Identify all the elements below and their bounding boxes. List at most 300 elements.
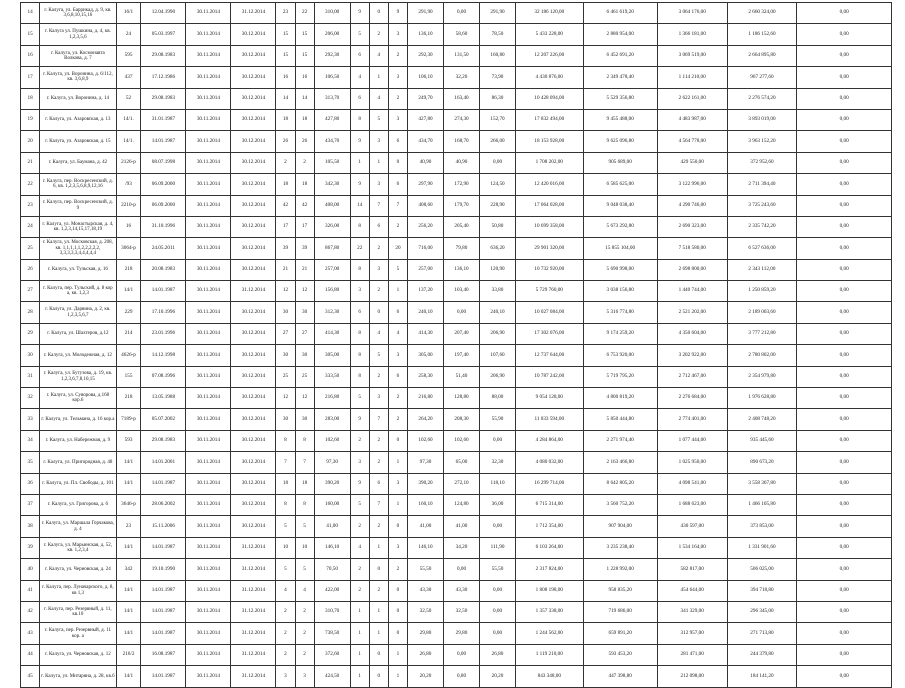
table-cell: 0,00 [480,601,516,622]
table-cell: 0,00 [797,580,892,601]
table-row [21,259,892,280]
table-cell: 160,00 [314,494,350,515]
table-cell: 14.01.1987 [141,601,186,622]
table-cell: 3 [388,537,407,558]
table-cell: 14 [276,88,295,109]
table-cell: 3 893 019,00 [727,109,797,130]
table-cell: 283,00 [314,409,350,430]
table-cell: 30.11.2014 [186,345,231,366]
table-cell: 0,00 [797,195,892,216]
table-cell: 2 349 478,40 [583,67,657,88]
table-row [21,409,892,430]
row-number-cell: 36 [21,473,40,494]
table-cell: 424,50 [314,666,350,687]
table-cell: 372 952,60 [727,152,797,173]
table-cell: 427,80 [408,109,444,130]
table-row [21,494,892,515]
table-cell: 105,50 [314,152,350,173]
table-cell: 958 835,20 [583,580,657,601]
table-cell: 291,90 [408,3,444,24]
table-cell: 281 471,00 [657,644,727,665]
row-number-cell: 20 [21,131,40,152]
table-cell: 18 [295,174,314,195]
table-cell: 249,70 [408,88,444,109]
table-cell: 30.11.2014 [186,3,231,24]
table-cell: 20.08.1983 [141,259,186,280]
table-cell: 30.11.2014 [186,430,231,451]
table-cell: 124,80 [444,494,480,515]
table-cell: 41,00 [314,516,350,537]
row-number-cell: 33 [21,409,40,430]
table-cell: 305,00 [408,345,444,366]
table-cell: 30.12.2014 [231,45,276,66]
row-number-cell: 38 [21,516,40,537]
table-cell: 2 690 323,00 [657,216,727,237]
table-cell: 29.08.1983 [141,45,186,66]
table-row [21,644,892,665]
table-cell: 208,30 [444,409,480,430]
table-cell: 30.12.2014 [231,259,276,280]
table-cell: 310,00 [314,3,350,24]
address-cell: г. Калуга, ул. Азаровская, д. 15 [40,131,117,152]
address-cell: г. Калуга, ул. Григорова, д. 6 [40,494,117,515]
address-cell: г. Калуга, ул. Воронина, д. 14 [40,88,117,109]
table-cell: 636,20 [480,238,516,259]
table-cell: 30.12.2014 [231,152,276,173]
table-cell: 14/1 [116,473,141,494]
table-row [21,216,892,237]
table-cell: 6 [369,473,388,494]
table-cell: 10 699 358,00 [516,216,584,237]
table-cell: 30.11.2014 [186,131,231,152]
table-cell: 905 689,00 [583,152,657,173]
address-cell: г. Калуга, пер. Тульский, д. 8 кор а, кв. 1,2,3 [40,281,117,302]
table-cell: 1 [388,644,407,665]
table-cell: 1 [350,644,369,665]
address-cell: г. Калуга, ул. Бутузова, д. 19, кв. 1,2,3,6,7,8,10,15 [40,366,117,387]
table-cell: 8 [350,323,369,344]
table-cell: 2 [295,623,314,644]
table-cell: 21 [295,259,314,280]
table-cell: 0,80 [444,666,480,687]
table-cell: 0,00 [797,409,892,430]
table-body [21,3,892,688]
table-cell: 10 027 084,00 [516,302,584,323]
table-cell: 214 [116,323,141,344]
table-cell: 30.12.2014 [231,174,276,195]
table-cell: 29.08.1983 [141,88,186,109]
table-cell: 12 207 226,00 [516,45,584,66]
table-cell: 30.11.2014 [186,366,231,387]
table-cell: 9 [350,174,369,195]
table-cell: 9 455 488,00 [583,109,657,130]
table-cell: 3 235 238,40 [583,537,657,558]
table-cell: 30.11.2014 [186,388,231,409]
table-cell: 9 [388,3,407,24]
table-cell: 1 186 152,60 [727,24,797,45]
row-number-cell: 15 [21,24,40,45]
table-cell: 342,30 [314,174,350,195]
table-cell: 2 [388,559,407,580]
table-cell: 14.01.1987 [141,666,186,687]
row-number-cell: 29 [21,323,40,344]
table-cell: 17 302 076,00 [516,323,584,344]
table-cell: 1 976 628,80 [727,388,797,409]
table-cell: 30.12.2014 [231,516,276,537]
table-cell: 0 [388,580,407,601]
table-cell: 1 440 744,00 [657,281,727,302]
table-cell: 136,10 [444,259,480,280]
table-cell: 205,40 [444,216,480,237]
table-cell: 30 [295,302,314,323]
table-cell: 12 [295,281,314,302]
table-cell: 0,00 [797,24,892,45]
table-cell: 0 [388,152,407,173]
table-cell: 2 276 574,20 [727,88,797,109]
table-cell: 1 808 198,00 [516,580,584,601]
table-cell: 716,00 [408,238,444,259]
table-cell: 1 119 210,00 [516,644,584,665]
table-cell: 55,50 [408,559,444,580]
row-number-cell: 14 [21,3,40,24]
address-cell: г. Калуга, ул. Баумана, д. 42 [40,152,117,173]
address-cell: г. Калуга, ул. Воронина, д. 6/112, кв. 3,6,8,9 [40,67,117,88]
table-cell: 30.12.2014 [231,388,276,409]
table-cell: 12 737 644,00 [516,345,584,366]
table-cell: 146,10 [314,537,350,558]
table-cell: 8 [350,216,369,237]
table-cell: 7 518 580,00 [657,238,727,259]
table-cell: 30.11.2014 [186,666,231,687]
table-cell: 2210-р [116,195,141,216]
table-cell: 5 729 760,00 [516,281,584,302]
table-cell: 8 [350,109,369,130]
table-cell: 7 [276,452,295,473]
table-cell: 14/1. [116,109,141,130]
table-cell: 0,00 [797,494,892,515]
table-cell: 4 [369,45,388,66]
table-cell: 2 [369,516,388,537]
table-cell: 0,00 [480,623,516,644]
table-cell: 258,30 [408,366,444,387]
table-cell: 06.09.2000 [141,195,186,216]
table-cell: 229 [116,302,141,323]
table-cell: 30.12.2014 [231,109,276,130]
table-cell: 168,70 [444,131,480,152]
table-cell: 27 [295,323,314,344]
table-cell: 18 153 928,00 [516,131,584,152]
table-cell: 8 [350,345,369,366]
row-number-cell: 30 [21,345,40,366]
table-cell: 216,80 [408,388,444,409]
table-cell: 5 [388,259,407,280]
row-number-cell: 40 [21,559,40,580]
table-cell: 9 [350,473,369,494]
table-cell: 30.12.2014 [231,409,276,430]
table-cell: 160,80 [480,45,516,66]
table-cell: 434,70 [408,131,444,152]
table-cell: 31.01.1987 [141,109,186,130]
table-row [21,109,892,130]
table-cell: 16 [116,216,141,237]
table-row [21,195,892,216]
address-cell: г. Калуга, ул. Маршала Горчакова, д. 4 [40,516,117,537]
table-row [21,366,892,387]
table-cell: 3 [369,131,388,152]
table-cell: 14.01.1987 [141,623,186,644]
table-cell: 30.12.2014 [231,216,276,237]
table-cell: 0,00 [797,216,892,237]
table-cell: 3 069 519,00 [657,45,727,66]
table-cell: 271 713,80 [727,623,797,644]
table-cell: 78,50 [480,24,516,45]
table-cell: 30.11.2014 [186,259,231,280]
table-cell: 40,90 [444,152,480,173]
table-cell: 30.11.2014 [186,302,231,323]
table-cell: 131,50 [444,45,480,66]
table-cell: 427,80 [314,109,350,130]
table-cell: 256,20 [408,216,444,237]
table-cell: 1 244 562,00 [516,623,584,644]
table-cell: 3 [350,452,369,473]
table-cell: 1 [369,152,388,173]
table-cell: 8 [295,494,314,515]
table-row [21,323,892,344]
row-number-cell: 44 [21,644,40,665]
table-cell: 30.11.2014 [186,152,231,173]
address-cell: г. Калуга, ул. Суворова, д.168 кор.6 [40,388,117,409]
table-cell: 2 317 824,00 [516,559,584,580]
table-cell: 128,80 [444,388,480,409]
table-cell: 15 [295,24,314,45]
table-cell: 1 [369,67,388,88]
row-number-cell: 37 [21,494,40,515]
table-cell: 30.12.2014 [231,452,276,473]
table-cell: 17.12.1986 [141,67,186,88]
table-cell: 272,10 [444,473,480,494]
table-cell: 2 622 161,00 [657,88,727,109]
table-cell: 1 [350,666,369,687]
table-cell: 30.12.2014 [231,302,276,323]
table-cell: 7 [369,409,388,430]
address-cell: г. Калуга, пер. Воскресенский, д. 9 [40,195,117,216]
table-cell: 43,30 [444,580,480,601]
table-cell: 30.12.2014 [231,366,276,387]
table-cell: 23 [116,516,141,537]
row-number-cell: 27 [21,281,40,302]
address-cell: г. Калуга, ул. Азаровская, д. 13 [40,109,117,130]
row-number-cell: 16 [21,45,40,66]
address-cell: г. Калуга, ул. Монастырская, д. 4, кв. 1,2,3,14,15,17,18,19 [40,216,117,237]
table-cell: 39 [276,238,295,259]
table-cell: 3 [276,666,295,687]
table-cell: 9 054 128,00 [516,388,584,409]
table-cell: 3 202 922,00 [657,345,727,366]
table-cell: 1 [388,452,407,473]
table-cell: 32,50 [408,601,444,622]
table-cell: 3 [369,388,388,409]
table-cell: 22 [295,3,314,24]
table-cell: 291,90 [480,3,516,24]
table-cell: 5 433 228,00 [516,24,584,45]
table-cell: 8 [350,366,369,387]
table-cell: 103,40 [444,281,480,302]
table-cell: 14.12.1998 [141,345,186,366]
table-cell: 0,00 [480,580,516,601]
table-cell: 429 550,00 [657,152,727,173]
table-cell: 0,00 [480,516,516,537]
table-cell: 30.11.2014 [186,281,231,302]
row-number-cell: 17 [21,67,40,88]
table-cell: 2 [369,430,388,451]
row-number-cell: 45 [21,666,40,687]
table-cell: 07.08.1996 [141,366,186,387]
table-cell: 2 774 401,00 [657,409,727,430]
table-cell: 10 787 242,00 [516,366,584,387]
row-number-cell: 26 [21,259,40,280]
table-cell: 0 [388,430,407,451]
table-cell: 51,40 [444,366,480,387]
table-cell: 14 [295,88,314,109]
table-cell: 326,00 [314,216,350,237]
row-number-cell: 22 [21,174,40,195]
table-cell: 390,20 [314,473,350,494]
table-cell: 5 [369,109,388,130]
table-row [21,430,892,451]
table-cell: 2 [369,281,388,302]
table-cell: 14.01.2001 [141,452,186,473]
address-cell: г. Калуга, ул. Космонавта Волкова, д. 7 [40,45,117,66]
table-cell: 0,00 [797,109,892,130]
table-cell: 0,00 [797,473,892,494]
address-cell: г. Калуга, ул. Пригородная, д. 48 [40,452,117,473]
address-cell: г. Калуга, ул. Черновская, д. 12 [40,644,117,665]
table-cell: 17 [276,216,295,237]
table-cell: 0,00 [797,174,892,195]
table-cell: 97,30 [408,452,444,473]
address-cell: г. Калуга ул. Пушкина, д. 4, кв. 1,2,3,5,6 [40,24,117,45]
table-cell: 17 832 494,00 [516,109,584,130]
table-cell: 6 [388,366,407,387]
table-cell: 0 [369,666,388,687]
table-cell: 30.11.2014 [186,174,231,195]
table-cell: 106,10 [408,67,444,88]
table-cell: 3 777 212,80 [727,323,797,344]
table-cell: 102,60 [408,430,444,451]
table-row [21,666,892,687]
table-cell: 244 379,80 [727,644,797,665]
table-cell: 0 [388,623,407,644]
table-cell: 2 343 112,00 [727,259,797,280]
table-cell: 296 345,00 [727,601,797,622]
row-number-cell: 31 [21,366,40,387]
table-cell: 43,30 [408,580,444,601]
table-cell: 292,30 [314,45,350,66]
table-cell: 6 [388,302,407,323]
table-cell: 0,00 [797,430,892,451]
row-number-cell: 25 [21,238,40,259]
table-cell: 6 585 625,00 [583,174,657,195]
row-number-cell: 43 [21,623,40,644]
table-cell: 2 [276,601,295,622]
table-cell: 0,00 [797,601,892,622]
table-cell: 1 [369,537,388,558]
table-cell: 32,30 [480,452,516,473]
table-cell: 14/1. [116,131,141,152]
table-cell: 52 [116,88,141,109]
table-cell: 107,60 [480,345,516,366]
table-cell: 0 [369,559,388,580]
table-cell: 0,00 [480,430,516,451]
table-cell: 17.10.1996 [141,302,186,323]
table-cell: 206,90 [480,323,516,344]
table-cell: 118,10 [480,473,516,494]
table-cell: 274,30 [444,109,480,130]
table-cell: 342 [116,559,141,580]
table-cell: 240,10 [480,302,516,323]
table-cell: 843 348,00 [516,666,584,687]
table-row [21,516,892,537]
table-cell: 8 642 805,20 [583,473,657,494]
table-cell: 312,30 [314,302,350,323]
table-cell: 593 [116,430,141,451]
table-cell: 124,50 [480,174,516,195]
table-cell: 18 [295,109,314,130]
table-cell: 4 564 778,00 [657,131,727,152]
table-cell: 16 299 714,00 [516,473,584,494]
table-cell: 5 [295,559,314,580]
table-cell: 29,80 [408,623,444,644]
table-cell: 434,70 [314,131,350,152]
table-cell: 0,00 [444,302,480,323]
table-row [21,452,892,473]
table-cell: 659 891,20 [583,623,657,644]
table-cell: 30.11.2014 [186,623,231,644]
table-cell: 16.08.1987 [141,644,186,665]
table-cell: 1 366 181,00 [657,24,727,45]
table-cell: 30.12.2014 [231,345,276,366]
table-cell: 0,00 [797,644,892,665]
table-cell: 5 850 444,80 [583,409,657,430]
table-cell: 14.01.1987 [141,281,186,302]
table-cell: 137,20 [408,281,444,302]
table-cell: 0,00 [797,366,892,387]
table-cell: 9 048 038,40 [583,195,657,216]
address-cell: г. Калуга, ул. Митаряна, д. 28, кв.6 [40,666,117,687]
table-cell: 5 529 356,80 [583,88,657,109]
table-cell: 8 [276,494,295,515]
table-cell: 12 [276,281,295,302]
table-cell: 1 [388,666,407,687]
table-cell: 6 [388,174,407,195]
table-cell: 0 [369,644,388,665]
table-cell: 8 [350,259,369,280]
table-cell: 16/1 [116,3,141,24]
table-cell: 2 [295,644,314,665]
table-cell: 5 690 998,00 [583,259,657,280]
table-cell: 2 [388,45,407,66]
table-cell: 257,00 [314,259,350,280]
table-cell: 454 644,00 [657,580,727,601]
table-cell: 1 708 202,00 [516,152,584,173]
table-cell: 155 [116,366,141,387]
table-cell: 5 [350,388,369,409]
address-cell: г. Калуга, ул. Марьинская, д. 52, кв. 1,2,3,4 [40,537,117,558]
table-cell: 4 483 987,00 [657,109,727,130]
table-cell: 5 [276,559,295,580]
table-cell: 33,80 [480,281,516,302]
table-cell: 4 284 864,00 [516,430,584,451]
